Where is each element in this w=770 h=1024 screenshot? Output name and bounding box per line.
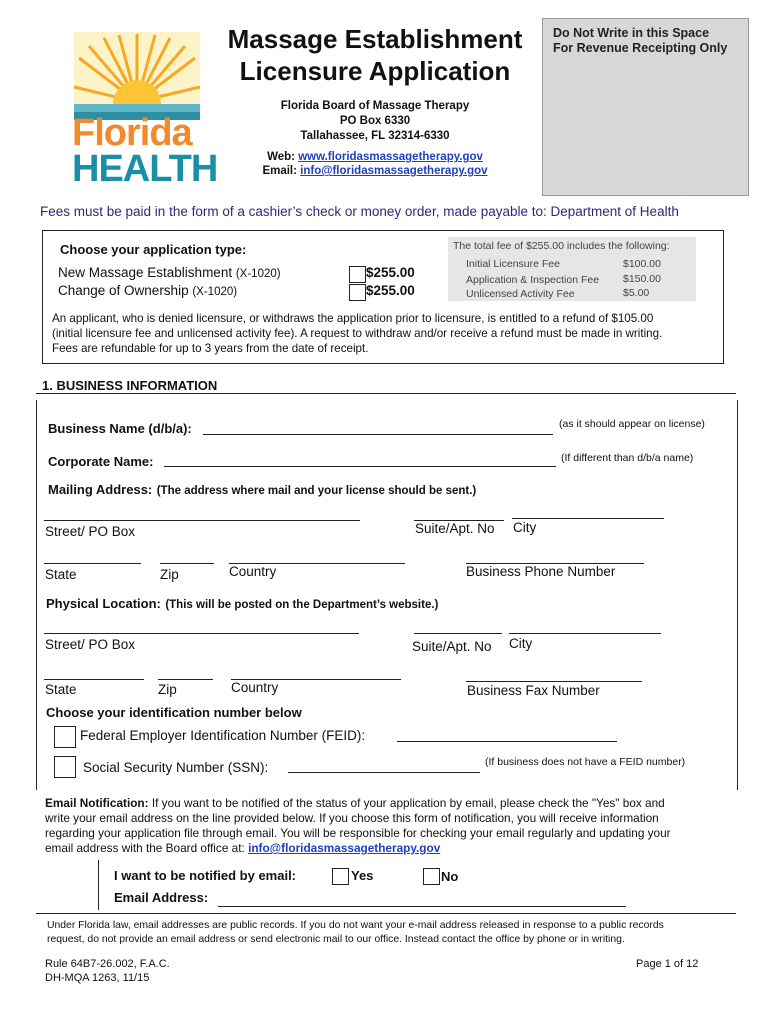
physical-street-label: Street/ PO Box (45, 637, 136, 652)
logo-word-florida: Florida (72, 112, 192, 154)
mailing-state-label: State (45, 567, 77, 582)
refund-text-line2: (initial licensure fee and unlicensed activity fee). A request to withdraw and/or receive a refund must be made in writing. (52, 327, 663, 340)
mailing-city-label: City (513, 520, 537, 535)
mailing-city-field[interactable] (512, 518, 664, 519)
email-address-label: Email Address: (114, 890, 209, 905)
fee-item-label: Initial Licensure Fee (466, 258, 560, 270)
fee-item-label: Application & Inspection Fee (466, 274, 600, 286)
logo-word-health: HEALTH (72, 148, 218, 190)
mailing-suite-label: Suite/Apt. No (415, 521, 495, 536)
refund-text-line1: An applicant, who is denied licensure, or withdraws the application prior to licensure, is entitled to a refund of $105.00 (52, 312, 654, 325)
florida-health-logo (70, 32, 218, 190)
new-establishment-checkbox[interactable] (349, 266, 366, 283)
fee-item-amount: $150.00 (623, 273, 661, 285)
email-notification-text1: If you want to be notified of the status of your application by email, please check the "Yes" box and (148, 796, 665, 810)
physical-country-label: Country (231, 680, 279, 695)
business-name-field[interactable] (203, 434, 553, 435)
notify-by-email-label: I want to be notified by email: (114, 868, 297, 883)
fee-breakdown-title: The total fee of $255.00 includes the following: (453, 240, 670, 252)
physical-zip-field[interactable] (158, 679, 213, 680)
physical-suite-field[interactable] (414, 633, 502, 634)
email-notification-paragraph (45, 796, 735, 856)
fee-item-amount: $5.00 (623, 287, 650, 299)
fee-item-amount: $100.00 (623, 258, 661, 270)
physical-location-heading (46, 595, 438, 613)
ssn-label: Social Security Number (SSN): (83, 760, 269, 775)
board-email-link[interactable]: info@floridasmassagetherapy.gov (248, 841, 441, 855)
physical-state-field[interactable] (44, 679, 144, 680)
refund-text-line3: Fees are refundable for up to 3 years from the date of receipt. (52, 342, 369, 355)
physical-street-field[interactable] (44, 633, 359, 634)
business-name-label: Business Name (d/b/a): (48, 421, 192, 436)
ssn-checkbox[interactable] (54, 756, 76, 778)
corporate-name-note: (If different than d/b/a name) (561, 452, 694, 464)
mailing-address-note: (The address where mail and your license should be sent.) (156, 485, 477, 497)
mailing-street-label: Street/ PO Box (45, 524, 136, 539)
id-number-heading: Choose your identification number below (46, 705, 302, 720)
option-new-establishment (58, 265, 281, 280)
option-change-fee: $255.00 (366, 283, 415, 298)
option-change-code: (X-1020) (192, 286, 238, 298)
public-records-line1: Under Florida law, email addresses are public records. If you do not want your e-mail address released in response to a public records (47, 920, 664, 931)
mailing-street-field[interactable] (44, 520, 360, 521)
revenue-box-line1: Do Not Write in this Space (553, 26, 710, 40)
mailing-zip-label: Zip (160, 567, 179, 582)
fee-item-label: Unlicensed Activity Fee (466, 288, 575, 300)
revenue-box (542, 18, 749, 196)
mailing-state-field[interactable] (44, 563, 141, 564)
public-records-line2: request, do not provide an email address or send electronic mail to our office. Instead contact the office by phone or in writing. (47, 934, 625, 945)
footer-form-id: DH-MQA 1263, 11/15 (45, 972, 150, 984)
physical-state-label: State (45, 682, 77, 697)
feid-label: Federal Employer Identification Number (FEID): (80, 728, 366, 743)
page-number: Page 1 of 12 (636, 958, 699, 970)
notify-yes-label: Yes (351, 868, 374, 883)
physical-zip-label: Zip (158, 682, 177, 697)
po-box: PO Box 6330 (339, 115, 411, 127)
revenue-box-line2: For Revenue Receipting Only (553, 41, 728, 55)
section-divider (36, 393, 736, 394)
option-new-code: (X-1020) (235, 268, 281, 280)
email-notification-text4: email address with the Board office at: (45, 841, 245, 855)
sun-graphic (74, 32, 200, 120)
option-change-ownership (58, 283, 237, 298)
email-line (210, 165, 540, 177)
email-notification-line1 (45, 796, 735, 811)
change-ownership-checkbox[interactable] (349, 284, 366, 301)
corporate-name-field[interactable] (164, 466, 556, 467)
ssn-note: (If business does not have a FEID number) (485, 756, 686, 768)
city-zip: Tallahassee, FL 32314-6330 (300, 130, 450, 142)
web-link[interactable]: www.floridasmassagetherapy.gov (298, 151, 483, 163)
email-notification-line2: write your email address on the line provided below. If you choose this form of notification, you will receive information (45, 811, 659, 825)
option-new-label: New Massage Establishment (58, 265, 233, 280)
business-name-note: (as it should appear on license) (559, 418, 705, 430)
physical-location-label: Physical Location: (46, 596, 161, 611)
fees-notice: Fees must be paid in the form of a cashier’s check or money order, made payable to: Department of Health (40, 204, 679, 219)
physical-location-note: (This will be posted on the Department’s website.) (165, 599, 439, 611)
email-notification-line4 (45, 841, 735, 856)
feid-field[interactable] (397, 741, 617, 742)
mailing-address-label: Mailing Address: (48, 482, 153, 497)
feid-checkbox[interactable] (54, 726, 76, 748)
physical-suite-label: Suite/Apt. No (412, 639, 492, 654)
email-notification-line3: regarding your application file through email. You will be responsible for checking your email regularly and updating your (45, 826, 671, 840)
corporate-name-label: Corporate Name: (48, 454, 154, 469)
physical-city-field[interactable] (509, 633, 661, 634)
email-address-field[interactable] (218, 906, 626, 907)
email-link[interactable]: info@floridasmassagetherapy.gov (300, 165, 488, 177)
mailing-zip-field[interactable] (160, 563, 214, 564)
notify-yes-checkbox[interactable] (332, 868, 349, 885)
option-new-fee: $255.00 (366, 265, 415, 280)
mailing-address-heading (48, 481, 476, 499)
notify-no-label: No (441, 869, 459, 884)
business-fax-label: Business Fax Number (467, 683, 600, 698)
physical-fax-field[interactable] (466, 681, 642, 682)
ssn-field[interactable] (288, 772, 480, 773)
application-type-heading: Choose your application type: (60, 242, 247, 257)
page-title-line1: Massage Establishment (227, 24, 523, 54)
mailing-country-label: Country (229, 564, 277, 579)
option-change-label: Change of Ownership (58, 283, 189, 298)
physical-city-label: City (509, 636, 533, 651)
email-label: Email: (262, 165, 297, 177)
board-name: Florida Board of Massage Therapy (280, 100, 470, 112)
web-label: Web: (267, 151, 295, 163)
web-line (210, 151, 540, 163)
sun-icon (74, 32, 200, 120)
footer-rule: Rule 64B7-26.002, F.A.C. (45, 958, 170, 970)
section-1-heading: 1. BUSINESS INFORMATION (42, 378, 218, 393)
public-records-divider (36, 913, 736, 914)
notify-no-checkbox[interactable] (423, 868, 440, 885)
email-notification-label: Email Notification: (45, 796, 149, 810)
business-phone-label: Business Phone Number (466, 564, 616, 579)
page-title-line2: Licensure Application (239, 56, 511, 86)
